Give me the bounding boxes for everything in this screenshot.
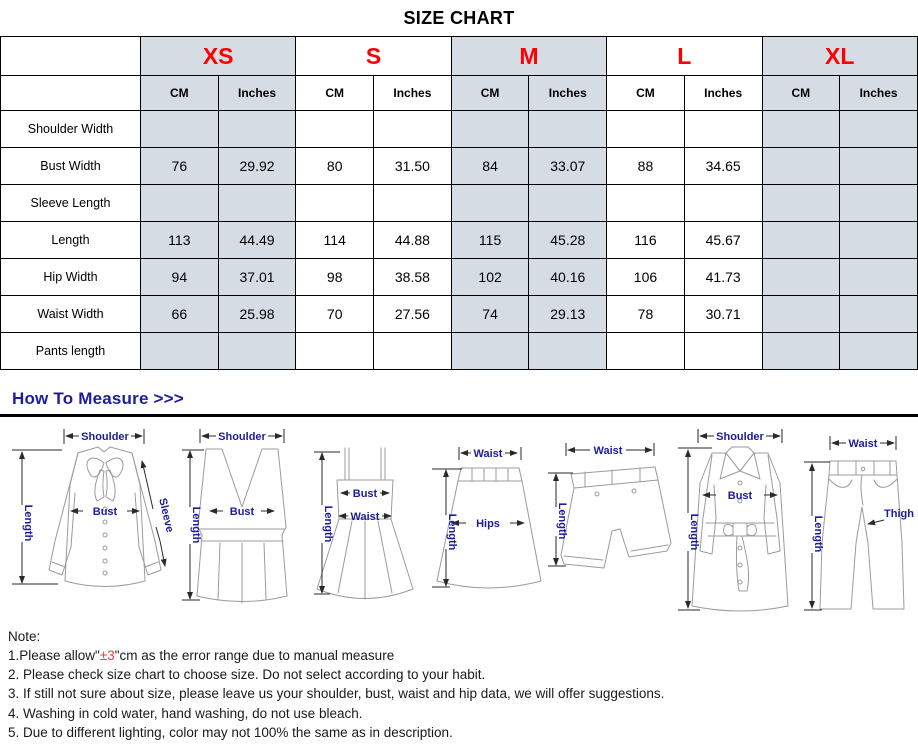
cell [451, 333, 529, 370]
cell: 98 [296, 259, 374, 296]
unit-header: CM [451, 76, 529, 111]
cell [296, 185, 374, 222]
cell [840, 296, 918, 333]
note1-prefix: 1.Please allow" [8, 648, 100, 664]
cell: 45.28 [529, 222, 607, 259]
coat-length-label: Length [688, 513, 700, 551]
row-label: Length [1, 222, 141, 259]
dress-waist-label: Waist [350, 511, 380, 523]
cell [840, 259, 918, 296]
cell [451, 185, 529, 222]
cell [218, 185, 296, 222]
note-line [8, 646, 910, 665]
cell: 102 [451, 259, 529, 296]
unit-header: CM [762, 76, 840, 111]
note-line: 2. Please check size chart to choose size. Do not select according to your habit. [8, 667, 486, 683]
tank-bust-label: Bust [229, 506, 255, 518]
unit-header: Inches [218, 76, 296, 111]
tank-length-label: Length [190, 506, 202, 544]
cell [607, 185, 685, 222]
size-col-l: L [607, 37, 762, 76]
size-chart-table [0, 36, 918, 370]
cell: 80 [296, 148, 374, 185]
cell [374, 111, 452, 148]
unit-header: Inches [684, 76, 762, 111]
row-label: Shoulder Width [1, 111, 141, 148]
table-row [1, 333, 918, 370]
cell: 44.49 [218, 222, 296, 259]
cell [374, 333, 452, 370]
cell [529, 333, 607, 370]
measure-diagram [0, 423, 918, 623]
table-row [1, 185, 918, 222]
unit-header: CM [607, 76, 685, 111]
cell [762, 185, 840, 222]
cell [762, 148, 840, 185]
unit-header: Inches [374, 76, 452, 111]
cell [218, 333, 296, 370]
corner-cell [1, 37, 141, 76]
skirt-waist-label: Waist [473, 448, 503, 460]
cell [218, 111, 296, 148]
blouse-sleeve-label: Sleeve [156, 496, 176, 534]
cell: 88 [607, 148, 685, 185]
note-line: 3. If still not sure about size, please leave us your shoulder, bust, waist and hip data, we will offer suggestions. [8, 686, 665, 702]
unit-header: Inches [529, 76, 607, 111]
cell [296, 111, 374, 148]
size-col-xl: XL [762, 37, 918, 76]
note1-suffix: "cm as the error range due to manual measure [114, 648, 395, 664]
notes-title: Note: [8, 629, 41, 644]
tank-shoulder-label: Shoulder [218, 431, 266, 443]
cell [840, 222, 918, 259]
how-to-measure-heading: How To Measure >>> [12, 389, 184, 408]
row-label: Hip Width [1, 259, 141, 296]
notes-section [0, 623, 918, 742]
unit-header: CM [296, 76, 374, 111]
table-row [1, 222, 918, 259]
cell: 116 [607, 222, 685, 259]
skirt-length-label: Length [446, 513, 458, 551]
cell: 33.07 [529, 148, 607, 185]
cell: 25.98 [218, 296, 296, 333]
cell: 74 [451, 296, 529, 333]
table-row [1, 148, 918, 185]
unit-header-row [1, 76, 918, 111]
cell [684, 333, 762, 370]
cell [607, 333, 685, 370]
cell: 44.88 [374, 222, 452, 259]
cell [840, 111, 918, 148]
dress-length-label: Length [322, 505, 334, 543]
coat-shoulder-label: Shoulder [716, 431, 764, 443]
cell: 31.50 [374, 148, 452, 185]
blouse-length-label: Length [22, 504, 34, 542]
pants-thigh-label: Thigh [884, 508, 914, 520]
dress-bust-label: Bust [352, 488, 378, 500]
unit-header: CM [141, 76, 219, 111]
cell: 27.56 [374, 296, 452, 333]
size-col-m: M [451, 37, 606, 76]
row-label: Sleeve Length [1, 185, 141, 222]
cell [141, 333, 219, 370]
cell [607, 111, 685, 148]
cell [762, 259, 840, 296]
shorts-length-label: Length [556, 502, 568, 540]
cell: 114 [296, 222, 374, 259]
table-row [1, 111, 918, 148]
skirt-hips-label: Hips [476, 518, 500, 530]
cell [529, 185, 607, 222]
table-row [1, 259, 918, 296]
cell [684, 185, 762, 222]
cell: 40.16 [529, 259, 607, 296]
pants-figure [820, 461, 904, 609]
cell: 84 [451, 148, 529, 185]
note-line: 5. Due to different lighting, color may not 100% the same as in description. [8, 724, 453, 740]
blouse-bust-label: Bust [92, 506, 118, 518]
unit-header: Inches [840, 76, 918, 111]
row-label: Waist Width [1, 296, 141, 333]
cell: 78 [607, 296, 685, 333]
cell [762, 111, 840, 148]
cell [684, 111, 762, 148]
tank-top-figure [197, 449, 287, 603]
cell: 113 [141, 222, 219, 259]
row-label: Pants length [1, 333, 141, 370]
corner-cell [1, 76, 141, 111]
coat-figure [692, 447, 788, 611]
cell: 38.58 [374, 259, 452, 296]
cell [840, 333, 918, 370]
pants-waist-label: Waist [848, 438, 878, 450]
size-col-s: S [296, 37, 451, 76]
cell [529, 111, 607, 148]
size-col-xs: XS [141, 37, 296, 76]
cell: 94 [141, 259, 219, 296]
cell [141, 185, 219, 222]
shorts-waist-label: Waist [593, 445, 623, 457]
divider-line [0, 414, 918, 417]
cell: 76 [141, 148, 219, 185]
cell: 45.67 [684, 222, 762, 259]
cell: 41.73 [684, 259, 762, 296]
size-header-row [1, 37, 918, 76]
note1-tolerance: ±3 [99, 648, 115, 664]
cell [762, 333, 840, 370]
cell [296, 333, 374, 370]
cell: 30.71 [684, 296, 762, 333]
cell [840, 185, 918, 222]
table-row [1, 296, 918, 333]
cell: 34.65 [684, 148, 762, 185]
pants-length-label: Length [812, 515, 824, 553]
row-label: Bust Width [1, 148, 141, 185]
cell: 37.01 [218, 259, 296, 296]
blouse-shoulder-label: Shoulder [81, 431, 129, 443]
cell: 106 [607, 259, 685, 296]
cell [840, 148, 918, 185]
cell [374, 185, 452, 222]
page-title: SIZE CHART [403, 8, 515, 28]
note-line: 4. Washing in cold water, hand washing, do not use bleach. [8, 705, 363, 721]
shorts-figure [561, 467, 671, 568]
cell: 66 [141, 296, 219, 333]
cell: 29.92 [218, 148, 296, 185]
cell: 70 [296, 296, 374, 333]
coat-bust-label: Bust [727, 490, 753, 502]
cell: 115 [451, 222, 529, 259]
cell [451, 111, 529, 148]
cell: 29.13 [529, 296, 607, 333]
cell [141, 111, 219, 148]
cell [762, 296, 840, 333]
cell [762, 222, 840, 259]
